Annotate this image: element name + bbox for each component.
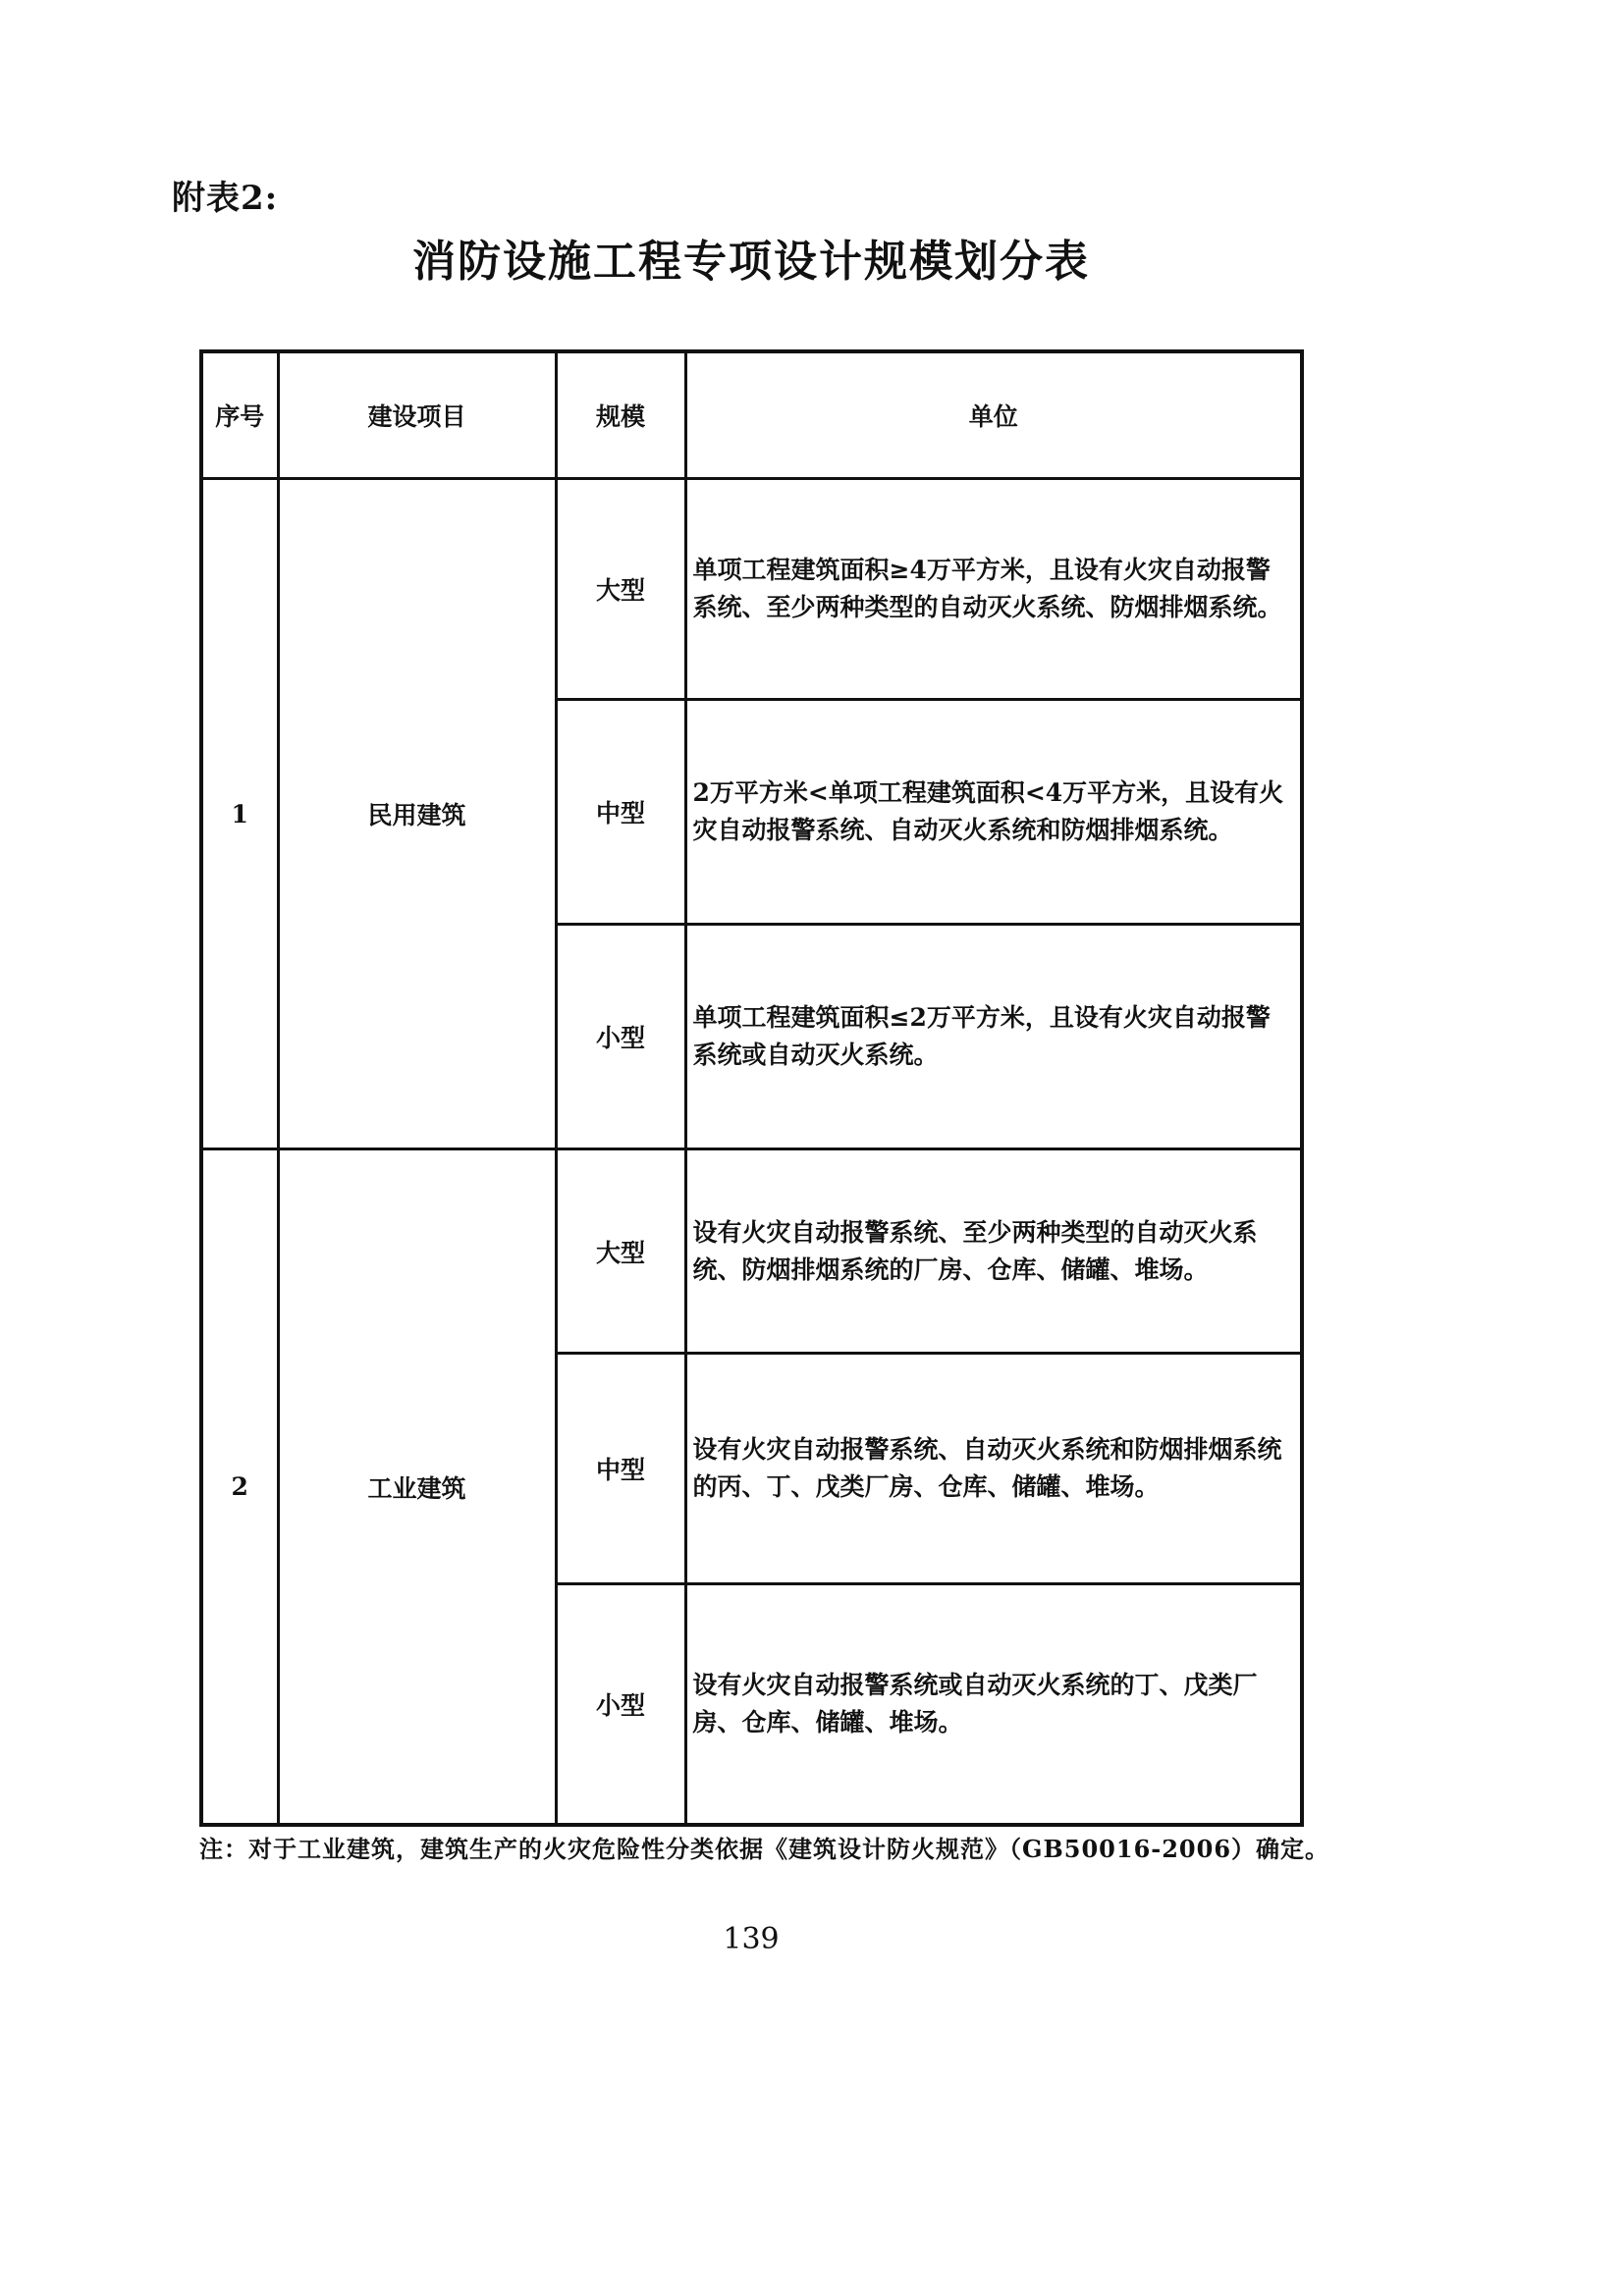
scale-cell: 大型 xyxy=(556,479,685,700)
scale-cell: 中型 xyxy=(556,700,685,925)
table-header-row xyxy=(201,351,1302,479)
group-number: 1 xyxy=(201,479,278,1149)
scale-cell: 小型 xyxy=(556,925,685,1149)
description-cell: 设有火灾自动报警系统或自动灭火系统的丁、戊类厂房、仓库、储罐、堆场。 xyxy=(685,1584,1302,1826)
description-cell: 单项工程建筑面积≤2万平方米，且设有火灾自动报警系统或自动灭火系统。 xyxy=(685,925,1302,1149)
appendix-label: 附表2: xyxy=(172,179,279,218)
header-no: 序号 xyxy=(201,351,278,479)
scale-classification-table xyxy=(199,349,1304,1827)
scale-cell: 中型 xyxy=(556,1354,685,1584)
scale-table-container xyxy=(199,349,1304,1802)
group-item: 民用建筑 xyxy=(278,479,556,1149)
page-number: 139 xyxy=(723,1922,780,1956)
description-cell: 设有火灾自动报警系统、自动灭火系统和防烟排烟系统的丙、丁、戊类厂房、仓库、储罐、堆场。 xyxy=(685,1354,1302,1584)
description-cell: 2万平方米<单项工程建筑面积<4万平方米，且设有火灾自动报警系统、自动灭火系统和防烟排烟系统。 xyxy=(685,700,1302,925)
group-item: 工业建筑 xyxy=(278,1149,556,1826)
group-number: 2 xyxy=(201,1149,278,1826)
description-cell: 设有火灾自动报警系统、至少两种类型的自动灭火系统、防烟排烟系统的厂房、仓库、储罐、堆场。 xyxy=(685,1149,1302,1354)
scale-cell: 小型 xyxy=(556,1584,685,1826)
header-item: 建设项目 xyxy=(278,351,556,479)
table-footnote: 注：对于工业建筑，建筑生产的火灾危险性分类依据《建筑设计防火规范》（GB50016-2006）确定。 xyxy=(199,1835,1330,1863)
header-scale: 规模 xyxy=(556,351,685,479)
scale-cell: 大型 xyxy=(556,1149,685,1354)
table-row xyxy=(201,479,1302,700)
document-title: 消防设施工程专项设计规模划分表 xyxy=(412,237,1090,287)
table-row xyxy=(201,1149,1302,1354)
header-unit: 单位 xyxy=(685,351,1302,479)
description-cell: 单项工程建筑面积≥4万平方米，且设有火灾自动报警系统、至少两种类型的自动灭火系统、防烟排烟系统。 xyxy=(685,479,1302,700)
